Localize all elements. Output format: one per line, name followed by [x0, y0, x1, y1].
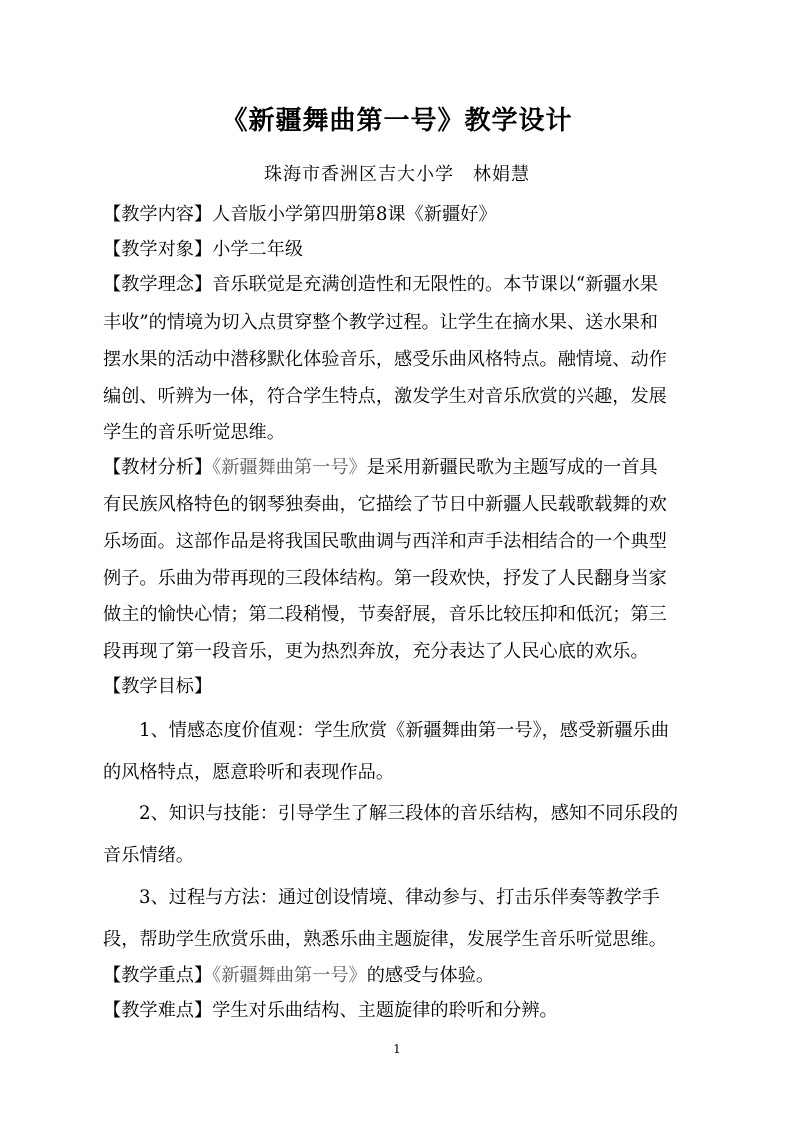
analysis-label: 【教材分析】	[103, 457, 213, 478]
object-text: 小学二年级	[212, 239, 304, 260]
goal-3-line-1: 3、过程与方法：通过创设情境、律动参与、打击乐伴奏等教学手	[139, 887, 660, 908]
difficulty-line	[103, 997, 703, 1025]
content-label: 【教学内容】	[103, 204, 213, 225]
goal-3-line-2: 段，帮助学生欣赏乐曲，熟悉乐曲主题旋律，发展学生音乐听觉思维。	[103, 929, 667, 950]
concept-text-1: 音乐联觉是充满创造性和无限性的。本节课以“新疆水果	[212, 274, 658, 295]
concept-line-2: 丰收”的情境为切入点贯穿整个教学过程。让学生在摘水果、送水果和	[103, 312, 658, 333]
goals-label: 【教学目标】	[103, 676, 213, 697]
concept-label: 【教学理念】	[103, 274, 213, 295]
analysis-work-title: 《新疆舞曲第一号》	[212, 457, 367, 478]
concept-line-5: 学生的音乐听觉思维。	[103, 422, 285, 443]
object-line	[103, 236, 703, 264]
goal-1-line-2: 的风格特点，愿意聆听和表现作品。	[103, 762, 395, 783]
goal-2-line-2: 音乐情绪。	[103, 845, 194, 866]
analysis-line-5: 做主的愉快心情；第二段稍慢，节奏舒展，音乐比较压抑和低沉；第三	[103, 604, 667, 625]
content-line	[103, 201, 703, 229]
document-author: 珠海市香洲区吉大小学 林娟慧	[264, 164, 530, 185]
page-number: 1	[393, 1042, 401, 1056]
key-point-work-title: 《新疆舞曲第一号》	[212, 965, 367, 986]
analysis-line-2: 有民族风格特色的钢琴独奏曲，它描绘了节日中新疆人民载歌载舞的欢	[103, 494, 667, 515]
goal-2-line-1: 2、知识与技能：引导学生了解三段体的音乐结构，感知不同乐段的	[139, 803, 679, 824]
concept-line-4: 编创、听辨为一体，符合学生特点，激发学生对音乐欣赏的兴趣，发展	[103, 386, 667, 407]
difficulty-text: 学生对乐曲结构、主题旋律的聆听和分辨。	[212, 1000, 558, 1021]
concept-line-3: 摆水果的活动中潜移默化体验音乐，感受乐曲风格特点。融情境、动作	[103, 349, 667, 370]
analysis-line-6: 段再现了第一段音乐，更为热烈奔放，充分表达了人民心底的欢乐。	[103, 641, 649, 662]
object-label: 【教学对象】	[103, 239, 213, 260]
analysis-line-3: 乐场面。这部作品是将我国民歌曲调与西洋和声手法相结合的一个典型	[103, 531, 667, 552]
document-title: 《新疆舞曲第一号》教学设计	[221, 106, 573, 136]
content-text: 人音版小学第四册第8课《新疆好》	[212, 204, 497, 225]
analysis-line-4: 例子。乐曲为带再现的三段体结构。第一段欢快，抒发了人民翻身当家	[103, 568, 667, 589]
analysis-text-1: 是采用新疆民歌为主题写成的一首具	[366, 457, 658, 478]
analysis-line-1	[103, 454, 703, 482]
key-point-line	[103, 962, 703, 990]
goals-line	[103, 673, 703, 701]
difficulty-label: 【教学难点】	[103, 1000, 213, 1021]
concept-line-1	[103, 271, 703, 299]
key-point-label: 【教学重点】	[103, 965, 213, 986]
key-point-text: 的感受与体验。	[366, 965, 495, 986]
goal-1-line-1: 1、情感态度价值观：学生欣赏《新疆舞曲第一号》，感受新疆乐曲	[139, 720, 669, 741]
